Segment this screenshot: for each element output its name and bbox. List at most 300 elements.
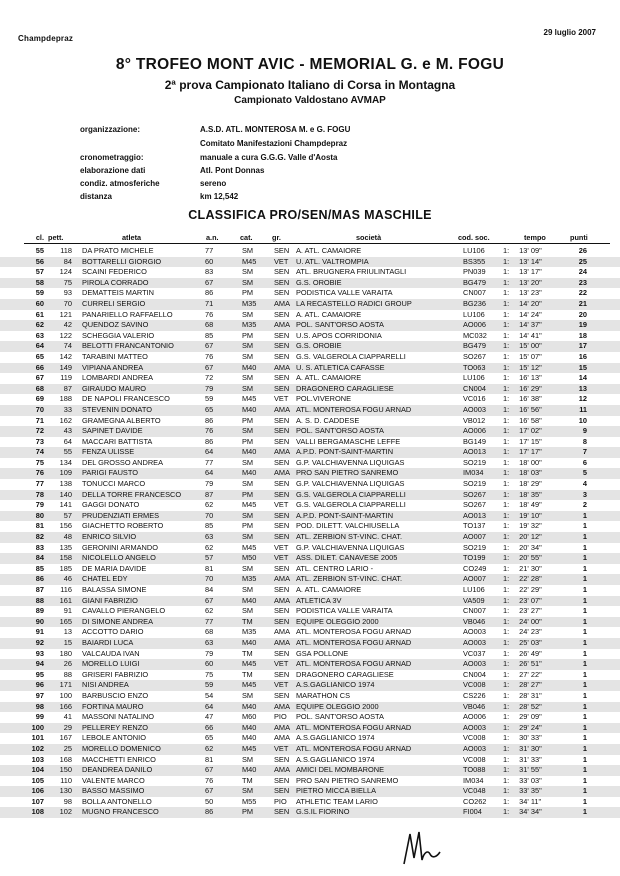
cell-atleta: VALENTE MARCO xyxy=(82,775,145,785)
cell-tempo xyxy=(503,426,542,437)
cell-cl: 67 xyxy=(35,373,44,383)
cell-societa: EQUIPE OLEGGIO 2000 xyxy=(296,701,379,711)
cell-tempo-minsec: 19' 10" xyxy=(519,510,542,520)
cell-cod: BG479 xyxy=(463,277,487,287)
cell-cl: 74 xyxy=(35,447,44,457)
cell-cl: 59 xyxy=(35,288,44,298)
cell-societa: ATL. BRUGNERA FRIULINTAGLI xyxy=(296,267,407,277)
cell-cl: 88 xyxy=(35,595,44,605)
cell-punti: 5 xyxy=(582,468,587,478)
cell-societa: ATLETICA 3V xyxy=(296,595,342,605)
cell-cod: AO003 xyxy=(463,743,487,753)
cell-cod: MC032 xyxy=(463,330,487,340)
cell-cod: AO007 xyxy=(463,532,487,542)
cell-atleta: BASSO MASSIMO xyxy=(82,786,145,796)
cell-pett: 75 xyxy=(63,277,72,287)
cell-pett: 124 xyxy=(59,267,72,277)
cell-cod: VC048 xyxy=(463,786,486,796)
cell-tempo-minsec: 17' 15" xyxy=(519,436,542,446)
cell-cl: 57 xyxy=(35,267,44,277)
table-row xyxy=(0,574,620,585)
cell-tempo-minsec: 15' 12" xyxy=(519,362,542,372)
table-row xyxy=(0,341,620,352)
cell-pett: 167 xyxy=(59,733,72,743)
cell-an: 50 xyxy=(205,796,214,806)
cell-tempo-minsec: 21' 30" xyxy=(519,563,542,573)
cell-atleta: GERONINI ARMANDO xyxy=(82,542,158,552)
cell-societa: A. ATL. CAMAIORE xyxy=(296,246,362,255)
table-row xyxy=(0,596,620,607)
cell-cod: IM034 xyxy=(463,468,484,478)
cell-societa: POL. SANT'ORSO AOSTA xyxy=(296,320,384,330)
cell-cod: AO006 xyxy=(463,426,487,436)
cell-cl: 80 xyxy=(35,510,44,520)
cell-cl: 83 xyxy=(35,542,44,552)
cell-tempo-hours: 1: xyxy=(503,351,510,361)
cell-an: 79 xyxy=(205,383,214,393)
cell-pett: 121 xyxy=(59,309,72,319)
cell-tempo-minsec: 23' 07" xyxy=(519,595,542,605)
cell-tempo-hours: 1: xyxy=(503,637,510,647)
cell-tempo xyxy=(503,447,542,458)
cell-gr: SEN xyxy=(274,786,290,796)
cell-an: 63 xyxy=(205,532,214,542)
cell-cl: 105 xyxy=(31,775,44,785)
cell-tempo-hours: 1: xyxy=(503,542,510,552)
cell-punti: 1 xyxy=(582,722,587,732)
cell-tempo-minsec: 26' 51" xyxy=(519,659,542,669)
cell-tempo xyxy=(503,384,542,395)
table-row xyxy=(0,564,620,575)
cell-cl: 89 xyxy=(35,606,44,616)
cell-cat: M55 xyxy=(242,796,257,806)
cell-punti: 1 xyxy=(582,807,587,817)
cell-pett: 74 xyxy=(63,341,72,351)
cell-an: 64 xyxy=(205,447,214,457)
table-row xyxy=(0,468,620,479)
cell-pett: 150 xyxy=(59,765,72,775)
cell-pett: 138 xyxy=(59,479,72,489)
cell-cat: PM xyxy=(242,288,254,298)
cell-cl: 58 xyxy=(35,277,44,287)
cell-atleta: CURRELI SERGIO xyxy=(82,298,146,308)
cell-atleta: ACCOTTO DARIO xyxy=(82,627,144,637)
cell-cod: AO006 xyxy=(463,320,487,330)
cell-punti: 1 xyxy=(582,627,587,637)
cell-tempo xyxy=(503,776,542,787)
cell-tempo xyxy=(503,416,542,427)
cell-tempo-hours: 1: xyxy=(503,320,510,330)
cell-an: 60 xyxy=(205,256,214,266)
cell-punti: 11 xyxy=(579,404,587,414)
cell-gr: SEN xyxy=(274,426,290,436)
cell-tempo xyxy=(503,638,542,649)
cell-tempo-hours: 1: xyxy=(503,362,510,372)
cell-cod: VC008 xyxy=(463,680,486,690)
cell-tempo-minsec: 16' 29" xyxy=(519,383,542,393)
cell-cod: CN007 xyxy=(463,606,487,616)
table-row xyxy=(0,553,620,564)
cell-an: 85 xyxy=(205,330,214,340)
cell-gr: VET xyxy=(274,256,289,266)
cell-pett: 13 xyxy=(63,627,72,637)
table-row xyxy=(0,712,620,723)
cell-punti: 13 xyxy=(578,383,587,393)
cell-cat: SM xyxy=(242,246,254,255)
cell-atleta: PANARIELLO RAFFAELLO xyxy=(82,309,173,319)
cell-cat: SM xyxy=(242,383,254,393)
cell-cl: 95 xyxy=(35,669,44,679)
cell-punti: 16 xyxy=(578,351,587,361)
cell-gr: SEN xyxy=(274,415,290,425)
cell-tempo xyxy=(503,320,542,331)
cell-tempo xyxy=(503,490,542,501)
cell-cat: PM xyxy=(242,330,254,340)
col-header-cat: cat. xyxy=(240,233,253,242)
table-row xyxy=(0,723,620,734)
table-row xyxy=(0,447,620,458)
cell-atleta: MUGNO FRANCESCO xyxy=(82,807,159,817)
cell-tempo xyxy=(503,458,542,469)
cell-tempo-hours: 1: xyxy=(503,394,510,404)
cell-tempo-minsec: 13' 14" xyxy=(519,256,542,266)
col-header-an: a.n. xyxy=(206,233,219,242)
cell-societa: G.S. OROBIE xyxy=(296,277,342,287)
cell-an: 77 xyxy=(205,246,214,255)
cell-tempo xyxy=(503,267,542,278)
cell-tempo-minsec: 24' 00" xyxy=(519,616,542,626)
cell-tempo-hours: 1: xyxy=(503,373,510,383)
cell-atleta: DE NAPOLI FRANCESCO xyxy=(82,394,170,404)
cell-cat: SM xyxy=(242,309,254,319)
cell-tempo-hours: 1: xyxy=(503,532,510,542)
cell-societa: A. ATL. CAMAIORE xyxy=(296,585,362,594)
cell-an: 67 xyxy=(205,786,214,796)
cell-atleta: FORTINA MAURO xyxy=(82,701,144,711)
cell-cat: SM xyxy=(242,373,254,383)
cell-atleta: LEBOLE ANTONIO xyxy=(82,733,146,743)
cell-pett: 110 xyxy=(60,775,72,785)
cell-cl: 60 xyxy=(35,298,44,308)
cell-gr: SEN xyxy=(274,563,290,573)
cell-an: 64 xyxy=(205,468,214,478)
table-row xyxy=(0,500,620,511)
cell-pett: 135 xyxy=(59,542,72,552)
cell-gr: SEN xyxy=(274,267,290,277)
cell-cl: 92 xyxy=(35,637,44,647)
cell-cod: VC016 xyxy=(463,394,486,404)
cell-tempo-hours: 1: xyxy=(503,267,510,277)
cell-tempo-hours: 1: xyxy=(503,648,510,658)
cell-atleta: GAGGI DONATO xyxy=(82,500,140,510)
cell-an: 66 xyxy=(205,722,214,732)
cell-societa: A. S. D. CADDESE xyxy=(296,415,360,425)
cell-tempo-minsec: 18' 03" xyxy=(519,468,542,478)
classifica-title: CLASSIFICA PRO/SEN/MAS MASCHILE xyxy=(188,208,432,222)
cell-tempo-hours: 1: xyxy=(503,616,510,626)
cell-cod: VB046 xyxy=(463,616,486,626)
cell-pett: 158 xyxy=(59,553,72,563)
cell-pett: 33 xyxy=(63,404,72,414)
cell-societa: GSA POLLONE xyxy=(296,648,349,658)
info-label: condiz. atmosferiche xyxy=(80,179,160,188)
cell-pett: 188 xyxy=(59,394,72,404)
cell-atleta: GIANI FABRIZIO xyxy=(82,595,138,605)
cell-tempo xyxy=(503,373,542,384)
cell-pett: 64 xyxy=(63,436,72,446)
cell-cat: SM xyxy=(242,479,254,489)
table-row xyxy=(0,490,620,501)
cell-tempo-minsec: 13' 20" xyxy=(519,277,542,287)
cell-tempo-hours: 1: xyxy=(503,775,510,785)
cell-cat: M40 xyxy=(242,404,257,414)
table-row xyxy=(0,267,620,278)
cell-societa: POD. DILETT. VALCHIUSELLA xyxy=(296,521,400,531)
cell-tempo-minsec: 34' 11" xyxy=(519,796,542,806)
cell-cl: 104 xyxy=(31,765,44,775)
cell-pett: 116 xyxy=(60,585,72,594)
cell-tempo-minsec: 30' 33" xyxy=(519,733,542,743)
cell-tempo-hours: 1: xyxy=(503,743,510,753)
cell-societa: U. ATL. VALTROMPIA xyxy=(296,256,369,266)
cell-an: 72 xyxy=(205,373,214,383)
cell-cl: 84 xyxy=(35,553,44,563)
cell-societa: DRAGONERO CARAGLIESE xyxy=(296,383,394,393)
cell-tempo xyxy=(503,680,542,691)
cell-tempo-minsec: 23' 27" xyxy=(519,606,542,616)
cell-pett: 46 xyxy=(63,574,72,584)
cell-tempo-hours: 1: xyxy=(503,669,510,679)
cell-pett: 149 xyxy=(59,362,72,372)
cell-cl: 98 xyxy=(35,701,44,711)
cell-pett: 171 xyxy=(59,680,72,690)
cell-cat: M45 xyxy=(242,743,257,753)
cell-tempo-hours: 1: xyxy=(503,288,510,298)
cell-pett: 165 xyxy=(59,616,72,626)
cell-tempo xyxy=(503,341,542,352)
cell-tempo xyxy=(503,352,542,363)
cell-tempo-minsec: 17' 17" xyxy=(519,447,542,457)
cell-gr: SEN xyxy=(274,669,290,679)
cell-pett: 185 xyxy=(59,563,72,573)
cell-cl: 68 xyxy=(35,383,44,393)
table-row xyxy=(0,479,620,490)
info-value: A.S.D. ATL. MONTEROSA M. e G. FOGU xyxy=(200,125,351,134)
table-row xyxy=(0,543,620,554)
cell-cod: VB012 xyxy=(463,415,486,425)
cell-cat: PM xyxy=(242,521,254,531)
cell-societa: A.S.GAGLIANICO 1974 xyxy=(296,754,375,764)
table-row xyxy=(0,246,620,257)
cell-gr: AMA xyxy=(274,574,291,584)
cell-cod: LU106 xyxy=(463,246,485,255)
cell-tempo xyxy=(503,299,542,310)
cell-gr: VET xyxy=(274,659,289,669)
info-row xyxy=(80,151,338,165)
cell-tempo xyxy=(503,543,542,554)
cell-tempo-hours: 1: xyxy=(503,309,510,319)
col-header-punti: punti xyxy=(570,233,588,242)
cell-cat: M35 xyxy=(242,320,257,330)
cell-cod: LU106 xyxy=(463,585,485,594)
table-row xyxy=(0,659,620,670)
cell-cat: SM xyxy=(242,585,254,594)
cell-tempo xyxy=(503,246,542,257)
cell-societa: U.S. APOS CORRIDONIA xyxy=(296,330,382,340)
cell-tempo-hours: 1: xyxy=(503,807,510,817)
cell-pett: 156 xyxy=(59,521,72,531)
col-header-societa: società xyxy=(356,233,382,242)
cell-pett: 130 xyxy=(59,786,72,796)
cell-cod: AO013 xyxy=(463,447,487,457)
cell-tempo-hours: 1: xyxy=(503,690,510,700)
cell-cod: BS355 xyxy=(463,256,486,266)
table-row xyxy=(0,405,620,416)
cell-atleta: TARABINI MATTEO xyxy=(82,351,148,361)
cell-punti: 4 xyxy=(582,479,587,489)
cell-cod: AO006 xyxy=(463,712,487,722)
champdepraz-logo: Champdepraz xyxy=(18,34,74,43)
cell-cod: VB046 xyxy=(463,701,486,711)
cell-punti: 1 xyxy=(582,510,587,520)
cell-societa: VALLI BERGAMASCHE LEFFE xyxy=(296,436,401,446)
cell-punti: 6 xyxy=(582,457,587,467)
cell-an: 77 xyxy=(205,616,214,626)
table-row xyxy=(0,257,620,268)
info-label: distanza xyxy=(80,192,113,201)
cell-societa: G.S. VALGEROLA CIAPPARELLI xyxy=(296,489,406,499)
info-label: cronometraggio: xyxy=(80,153,144,162)
cell-punti: 1 xyxy=(582,574,587,584)
cell-gr: SEN xyxy=(274,341,290,351)
cell-an: 83 xyxy=(205,267,214,277)
cell-tempo-minsec: 31' 30" xyxy=(519,743,542,753)
cell-tempo-minsec: 20' 12" xyxy=(519,532,542,542)
cell-atleta: CAVALLO PIERANGELO xyxy=(82,606,166,616)
cell-tempo-hours: 1: xyxy=(503,277,510,287)
cell-cat: M40 xyxy=(242,447,257,457)
cell-tempo-minsec: 18' 49" xyxy=(519,500,542,510)
cell-cat: M45 xyxy=(242,659,257,669)
cell-cl: 61 xyxy=(35,309,44,319)
cell-tempo xyxy=(503,649,542,660)
table-row xyxy=(0,458,620,469)
cell-gr: SEN xyxy=(274,288,290,298)
cell-cl: 82 xyxy=(35,532,44,542)
cell-societa: POL.VIVERONE xyxy=(296,394,352,404)
cell-atleta: CHATEL EDY xyxy=(82,574,128,584)
table-row xyxy=(0,426,620,437)
cell-tempo-hours: 1: xyxy=(503,383,510,393)
cell-cod: SO219 xyxy=(463,457,487,467)
cell-tempo-hours: 1: xyxy=(503,457,510,467)
cell-tempo-minsec: 18' 29" xyxy=(519,479,542,489)
cell-gr: VET xyxy=(274,542,289,552)
cell-pett: 70 xyxy=(63,298,72,308)
cell-tempo-minsec: 13' 23" xyxy=(519,288,542,298)
cell-cod: AO003 xyxy=(463,637,487,647)
cell-an: 86 xyxy=(205,288,214,298)
cell-cat: M50 xyxy=(242,553,257,563)
cell-cat: M40 xyxy=(242,733,257,743)
cell-tempo-minsec: 18' 00" xyxy=(519,457,542,467)
cell-societa: PODISTICA VALLE VARAITA xyxy=(296,606,393,616)
cell-punti: 1 xyxy=(582,733,587,743)
cell-cl: 108 xyxy=(31,807,44,817)
cell-societa: G.P. VALCHIAVENNA LIQUIGAS xyxy=(296,479,405,489)
cell-societa: A.S.GAGLIANICO 1974 xyxy=(296,680,375,690)
cell-atleta: PIROLA CORRADO xyxy=(82,277,149,287)
cell-cat: TM xyxy=(242,648,253,658)
cell-cl: 64 xyxy=(35,341,44,351)
cell-pett: 43 xyxy=(63,426,72,436)
cell-pett: 15 xyxy=(63,637,72,647)
cell-tempo-hours: 1: xyxy=(503,595,510,605)
cell-cat: SM xyxy=(242,510,254,520)
cell-cl: 73 xyxy=(35,436,44,446)
cell-gr: AMA xyxy=(274,627,291,637)
cell-atleta: MASSONI NATALINO xyxy=(82,712,154,722)
cell-cl: 85 xyxy=(35,563,44,573)
cell-cod: CN004 xyxy=(463,669,487,679)
cell-pett: 98 xyxy=(63,796,72,806)
cell-cl: 91 xyxy=(35,627,44,637)
cell-societa: ATL. ZERBION ST-VINC. CHAT. xyxy=(296,532,403,542)
table-row xyxy=(0,373,620,384)
cell-pett: 26 xyxy=(63,659,72,669)
cell-cod: AO003 xyxy=(463,627,487,637)
cell-atleta: MACCARI BATTISTA xyxy=(82,436,153,446)
cell-an: 65 xyxy=(205,404,214,414)
cell-societa: G.S. VALGEROLA CIAPPARELLI xyxy=(296,500,406,510)
cell-an: 63 xyxy=(205,637,214,647)
cell-tempo-hours: 1: xyxy=(503,415,510,425)
cell-cl: 79 xyxy=(35,500,44,510)
cell-punti: 20 xyxy=(578,309,587,319)
cell-tempo-minsec: 22' 29" xyxy=(519,585,542,594)
cell-cl: 55 xyxy=(35,246,44,255)
page-title: 8° TROFEO MONT AVIC - MEMORIAL G. e M. FOGU xyxy=(115,56,505,73)
cell-societa: PRO SAN PIETRO SANREMO xyxy=(296,468,399,478)
cell-cat: M40 xyxy=(242,722,257,732)
cell-cod: SO219 xyxy=(463,479,487,489)
cell-tempo-hours: 1: xyxy=(503,563,510,573)
cell-an: 67 xyxy=(205,341,214,351)
cell-gr: VET xyxy=(274,394,289,404)
cell-tempo-hours: 1: xyxy=(503,436,510,446)
cell-gr: AMA xyxy=(274,404,291,414)
cell-gr: VET xyxy=(274,680,289,690)
cell-cl: 90 xyxy=(35,616,44,626)
table-row xyxy=(0,702,620,713)
table-row xyxy=(0,797,620,808)
cell-tempo xyxy=(503,331,542,342)
cell-an: 59 xyxy=(205,680,214,690)
race-date: 29 luglio 2007 xyxy=(543,28,596,37)
cell-tempo-minsec: 28' 52" xyxy=(519,701,542,711)
table-row xyxy=(0,437,620,448)
cell-gr: AMA xyxy=(274,637,291,647)
cell-tempo-minsec: 17' 02" xyxy=(519,426,542,436)
cell-atleta: PELLEREY RENZO xyxy=(82,722,148,732)
cell-punti: 1 xyxy=(582,743,587,753)
cell-tempo xyxy=(503,786,542,797)
cell-tempo-hours: 1: xyxy=(503,298,510,308)
cell-tempo-hours: 1: xyxy=(503,510,510,520)
table-row xyxy=(0,755,620,766)
cell-an: 81 xyxy=(205,754,214,764)
cell-cat: M45 xyxy=(242,680,257,690)
